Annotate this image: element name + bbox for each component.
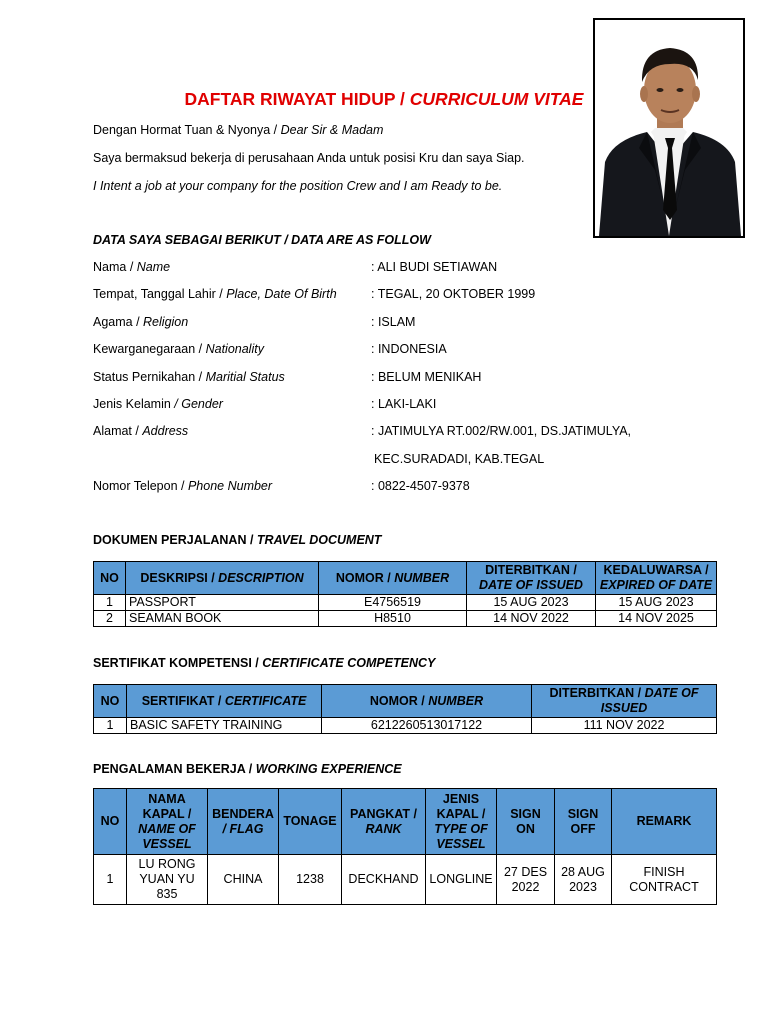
cell-date-issued: 15 AUG 2023 (467, 595, 596, 611)
profile-photo (593, 18, 745, 238)
col-header-sign-off: SIGN OFF (555, 789, 612, 855)
certificate-table (93, 684, 717, 734)
cell-certificate: BASIC SAFETY TRAINING (127, 718, 322, 734)
greeting-line: Dengan Hormat Tuan & Nyonya / Dear Sir & Madam (93, 123, 384, 137)
field-value-name: : ALI BUDI SETIAWAN (371, 260, 498, 274)
cell-no: 1 (94, 855, 127, 905)
table-header-row (94, 685, 717, 718)
personal-data-heading: DATA SAYA SEBAGAI BERIKUT / DATA ARE AS FOLLOW (93, 233, 431, 247)
working-experience-table (93, 788, 717, 905)
field-value-religion: : ISLAM (371, 315, 416, 329)
field-label-address: Alamat / Address (93, 424, 189, 438)
col-header-rank: PANGKAT / RANK (342, 789, 426, 855)
intro-line-en: I Intent a job at your company for the position Crew and I am Ready to be. (93, 179, 503, 193)
cell-rank: DECKHAND (342, 855, 426, 905)
field-value-phone: : 0822-4507-9378 (371, 479, 470, 493)
cell-vessel-name: LU RONG YUAN YU 835 (127, 855, 208, 905)
cell-vessel-type: LONGLINE (426, 855, 497, 905)
working-experience-heading: PENGALAMAN BEKERJA / WORKING EXPERIENCE (93, 762, 402, 776)
table-row (94, 611, 717, 627)
cell-number: H8510 (319, 611, 467, 627)
page-title: DAFTAR RIWAYAT HIDUP / CURRICULUM VITAE (184, 89, 584, 109)
cell-flag: CHINA (208, 855, 279, 905)
col-header-date-issued: DITERBITKAN / DATE OF ISSUED (467, 562, 596, 595)
col-header-number: NOMOR / NUMBER (319, 562, 467, 595)
col-header-no: NO (94, 789, 127, 855)
col-header-number: NOMOR / NUMBER (322, 685, 532, 718)
cell-tonage: 1238 (279, 855, 342, 905)
field-label-nationality: Kewarganegaraan / Nationality (93, 342, 264, 356)
cell-description: SEAMAN BOOK (126, 611, 319, 627)
certificate-heading: SERTIFIKAT KOMPETENSI / CERTIFICATE COMPETENCY (93, 656, 436, 670)
cell-date-issued: 111 NOV 2022 (532, 718, 717, 734)
table-header-row (94, 789, 717, 855)
col-header-expired-date: KEDALUWARSA / EXPIRED OF DATE (596, 562, 717, 595)
field-label-phone: Nomor Telepon / Phone Number (93, 479, 273, 493)
intro-line-id: Saya bermaksud bekerja di perusahaan Anda untuk posisi Kru dan saya Siap. (93, 151, 525, 165)
cell-expired-date: 15 AUG 2023 (596, 595, 717, 611)
field-value-marital: : BELUM MENIKAH (371, 370, 482, 384)
cell-number: E4756519 (319, 595, 467, 611)
field-label-marital: Status Pernikahan / Maritial Status (93, 370, 285, 384)
field-value-address-line2: KEC.SURADADI, KAB.TEGAL (374, 452, 545, 466)
cell-no: 1 (94, 595, 126, 611)
cell-sign-off: 28 AUG 2023 (555, 855, 612, 905)
cell-date-issued: 14 NOV 2022 (467, 611, 596, 627)
col-header-certificate: SERTIFIKAT / CERTIFICATE (127, 685, 322, 718)
cell-remark: FINISH CONTRACT (612, 855, 717, 905)
col-header-sign-on: SIGN ON (497, 789, 555, 855)
field-label-religion: Agama / Religion (93, 315, 189, 329)
travel-document-table (93, 561, 717, 627)
col-header-vessel-name: NAMA KAPAL / NAME OF VESSEL (127, 789, 208, 855)
travel-document-heading: DOKUMEN PERJALANAN / TRAVEL DOCUMENT (93, 533, 382, 547)
field-value-address: : JATIMULYA RT.002/RW.001, DS.JATIMULYA, (371, 424, 632, 438)
cell-sign-on: 27 DES 2022 (497, 855, 555, 905)
col-header-no: NO (94, 562, 126, 595)
col-header-tonage: TONAGE (279, 789, 342, 855)
field-label-name: Nama / Name (93, 260, 171, 274)
col-header-no: NO (94, 685, 127, 718)
field-label-birth: Tempat, Tanggal Lahir / Place, Date Of Birth (93, 287, 337, 301)
cell-no: 2 (94, 611, 126, 627)
cell-description: PASSPORT (126, 595, 319, 611)
field-value-gender: : LAKI-LAKI (371, 397, 437, 411)
table-row (94, 855, 717, 905)
cell-number: 6212260513017122 (322, 718, 532, 734)
col-header-flag: BENDERA / FLAG (208, 789, 279, 855)
table-row (94, 595, 717, 611)
cell-expired-date: 14 NOV 2025 (596, 611, 717, 627)
col-header-vessel-type: JENIS KAPAL / TYPE OF VESSEL (426, 789, 497, 855)
table-header-row (94, 562, 717, 595)
col-header-remark: REMARK (612, 789, 717, 855)
table-row (94, 718, 717, 734)
field-value-birth: : TEGAL, 20 OKTOBER 1999 (371, 287, 536, 301)
col-header-date-issued: DITERBITKAN / DATE OF ISSUED (532, 685, 717, 718)
field-value-nationality: : INDONESIA (371, 342, 447, 356)
field-label-gender: Jenis Kelamin / Gender (93, 397, 223, 411)
cell-no: 1 (94, 718, 127, 734)
col-header-description: DESKRIPSI / DESCRIPTION (126, 562, 319, 595)
